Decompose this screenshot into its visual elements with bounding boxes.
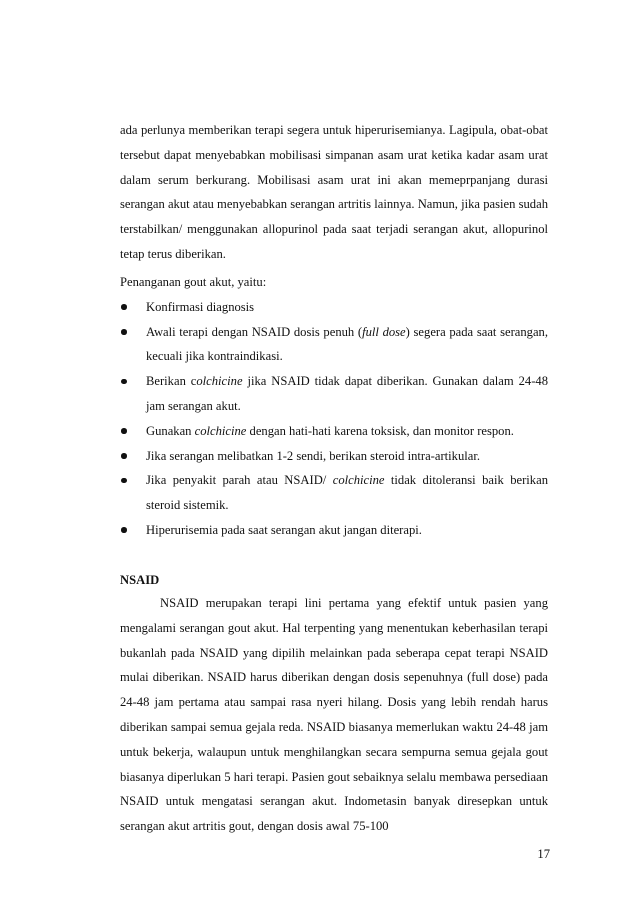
gout-management-section (120, 270, 548, 543)
page-number: 17 (537, 847, 550, 861)
bullet-item: Jika penyakit parah atau NSAID/ colchicine tidak ditoleransi baik berikan steroid sistemik. (120, 468, 548, 518)
bullet-item: Hiperurisemia pada saat serangan akut jangan diterapi. (120, 518, 548, 543)
bullet-icon (121, 527, 127, 533)
bullet-item: Konfirmasi diagnosis (120, 295, 548, 320)
bullet-item: Awali terapi dengan NSAID dosis penuh (full dose) segera pada saat serangan, kecuali jika kontraindikasi. (120, 320, 548, 370)
bullet-item: Gunakan colchicine dengan hati-hati karena toksisk, dan monitor respon. (120, 419, 548, 444)
nsaid-section (120, 591, 548, 839)
bullet-icon (121, 304, 127, 310)
bullet-icon (121, 329, 127, 335)
gout-bullet-list (120, 295, 548, 543)
bullet-icon (121, 453, 127, 459)
gout-intro: Penanganan gout akut, yaitu: (120, 275, 267, 289)
bullet-icon (121, 428, 127, 434)
bullet-icon (121, 379, 127, 385)
continuation-paragraph (120, 118, 548, 267)
bullet-item: Jika serangan melibatkan 1-2 sendi, berikan steroid intra-artikular. (120, 444, 548, 469)
nsaid-heading: NSAID (120, 573, 160, 587)
nsaid-paragraph: NSAID merupakan terapi lini pertama yang efektif untuk pasien yang mengalami serangan gout akut. Hal terpenting yang menentukan keberhasilan terapi bukanlah pada NSAID yang dipilih melainkan pada seberapa cepat terapi NSAID mulai diberikan. NSAID harus diberikan dengan dosis sepenuhnya (full dose) pada 24-48 jam pertama atau sampai rasa nyeri hilang. Dosis yang lebih rendah harus diberikan sampai semua gejala reda. NSAID biasanya memerlukan waktu 24-48 jam untuk bekerja, walaupun untuk menghilangkan secara sempurna semua gejala gout biasanya diperlukan 5 hari terapi. Pasien gout sebaiknya selalu membawa persediaan NSAID untuk mengatasi serangan akut. Indometasin banyak diresepkan untuk serangan akut artritis gout, dengan dosis awal 75-100 (120, 596, 548, 834)
bullet-item: Berikan colchicine jika NSAID tidak dapat diberikan. Gunakan dalam 24-48 jam serangan akut. (120, 369, 548, 419)
continuation-text: ada perlunya memberikan terapi segera untuk hiperurisemianya. Lagipula, obat-obat tersebut dapat menyebabkan mobilisasi simpanan asam urat ketika kadar asam urat dalam serum berkurang. Mobilisasi asam urat ini akan memeprpanjang durasi serangan akut atau menyebabkan serangan artritis lainnya. Namun, jika pasien sudah terstabilkan/ menggunakan allopurinol pada saat terjadi serangan akut, allopurinol tetap terus diberikan. (120, 123, 548, 261)
bullet-icon (121, 478, 127, 484)
